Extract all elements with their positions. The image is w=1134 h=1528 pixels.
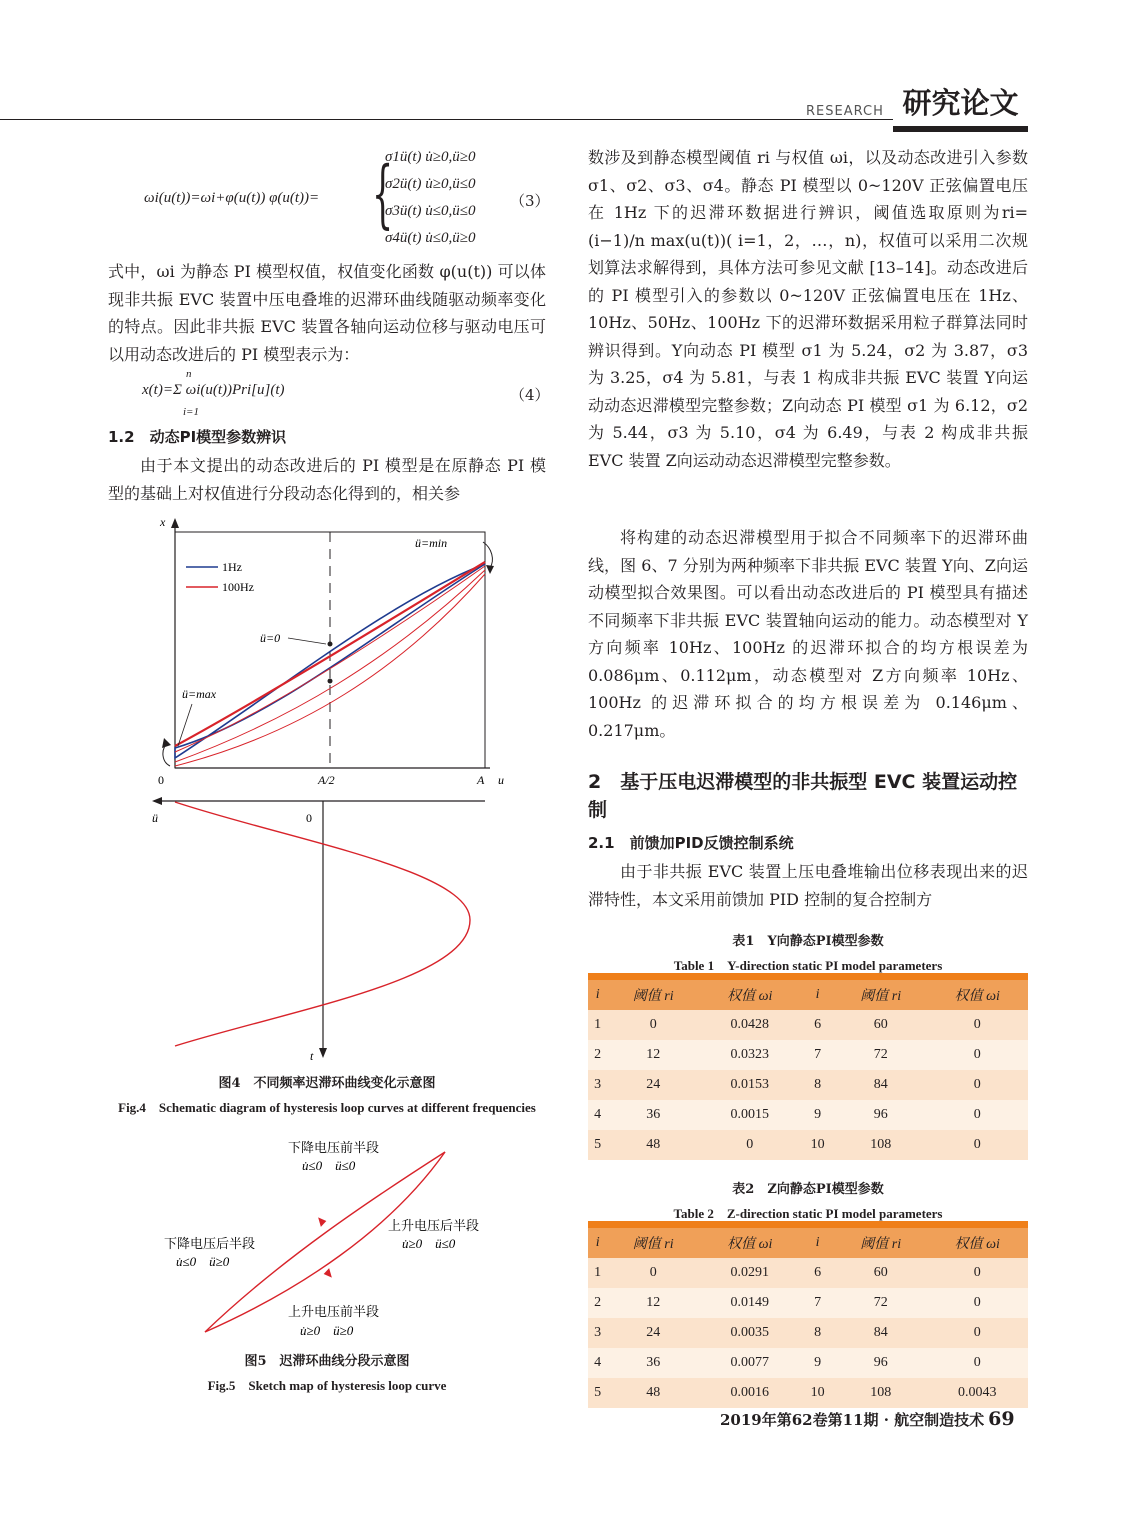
figure-5-caption-cn: 图5 迟滞环曲线分段示意图	[244, 1354, 410, 1369]
legend-100hz-label: 100Hz	[222, 580, 254, 594]
table-row	[588, 1100, 1028, 1130]
table-2	[588, 1228, 1028, 1408]
table-row	[588, 1378, 1028, 1408]
table-header-cell: 权值 ωi	[699, 980, 800, 1010]
eq3-case-2: σ2ü(t) u̇≥0,ü≤0	[385, 176, 476, 192]
header-research-label: RESEARCH	[806, 104, 884, 119]
table-cell: 1	[588, 1010, 607, 1040]
figure-5-caption-en: Fig.5 Sketch map of hysteresis loop curve	[207, 1378, 447, 1393]
table-cell: 0.0015	[699, 1100, 800, 1130]
table-header-cell: i	[800, 980, 834, 1010]
table-cell: 0	[927, 1070, 1028, 1100]
table-cell: 6	[800, 1258, 834, 1288]
table-cell: 6	[800, 1010, 834, 1040]
table-1-caption-en: Table 1 Y-direction static PI model parameters	[673, 958, 943, 973]
table-row	[588, 1070, 1028, 1100]
table-cell: 3	[588, 1070, 607, 1100]
table-2-caption-en: Table 2 Z-direction static PI model parameters	[673, 1206, 943, 1221]
eq3-case-3: σ3ü(t) u̇≤0,ü≤0	[385, 203, 476, 219]
table-cell: 3	[588, 1318, 607, 1348]
table-cell: 24	[607, 1070, 699, 1100]
fig5-descend-front-cond: u̇≤0 ü≤0	[302, 1158, 356, 1173]
eq3-brace: {	[372, 151, 394, 237]
fig4-x-axis-arrow	[171, 518, 179, 528]
eq3-case-1: σ1ü(t) u̇≥0,ü≥0	[385, 149, 476, 165]
section-2-1-heading: 2.1 前馈加PID反馈控制系统	[588, 834, 794, 852]
figure-4	[140, 510, 520, 1066]
section-1-2-heading: 1.2 动态PI模型参数辨识	[108, 428, 287, 446]
table-cell: 0	[927, 1130, 1028, 1160]
table-cell: 10	[800, 1130, 834, 1160]
table-cell: 4	[588, 1100, 607, 1130]
table-cell: 0.0428	[699, 1010, 800, 1040]
eq4-number: （4）	[510, 386, 550, 404]
table-row	[588, 1040, 1028, 1070]
table-2-caption-cn: 表2 Z向静态PI模型参数	[732, 1182, 884, 1197]
table-cell: 0	[927, 1040, 1028, 1070]
left-paragraph-1: 式中，ωi 为静态 PI 模型权值，权值变化函数 φ(u(t)) 可以体现非共振 EVC 装置中压电叠堆的迟滞环曲线随驱动频率变化的特点。因此非共振 EVC 装置各轴向运动位移与驱动电压可以用动态改进后的 PI 模型表示为：	[108, 262, 546, 364]
fig4-t-arrow	[319, 1048, 327, 1058]
fig5-rise-back: 上升电压后半段	[388, 1218, 480, 1233]
table-cell: 48	[607, 1130, 699, 1160]
figure-4-caption	[108, 1072, 546, 1116]
table-cell: 12	[607, 1288, 699, 1318]
table-cell: 9	[800, 1348, 834, 1378]
fig5-descend-back: 下降电压后半段	[164, 1236, 256, 1251]
table-cell: 0.0043	[927, 1378, 1028, 1408]
table-1-top-band	[588, 973, 1028, 980]
eq3-cases	[385, 144, 476, 252]
left-paragraph-2: 由于本文提出的动态改进后的 PI 模型是在原静态 PI 模型的基础上对权值进行分段动态化得到的，相关参	[108, 456, 546, 503]
table-cell: 12	[607, 1040, 699, 1070]
table-header-cell: 权值 ωi	[927, 1228, 1028, 1258]
table-header-cell: 阈值 ri	[607, 980, 699, 1010]
table-cell: 2	[588, 1288, 607, 1318]
table-cell: 5	[588, 1378, 607, 1408]
figure-4-caption-cn: 图4 不同频率迟滞环曲线变化示意图	[218, 1076, 436, 1091]
section-2-heading: 2 基于压电迟滞模型的非共振型 EVC 装置运动控制	[588, 771, 1018, 821]
table-1-caption	[588, 930, 1028, 974]
table-cell: 9	[800, 1100, 834, 1130]
fig4-udd-label: ü	[152, 811, 158, 825]
right-paragraph-3: 由于非共振 EVC 装置上压电叠堆输出位移表现出来的迟滞特性，本文采用前馈加 PID 控制的复合控制方	[588, 862, 1028, 909]
table-cell: 8	[800, 1070, 834, 1100]
table-2-caption	[588, 1178, 1028, 1222]
eq4-sum-bottom: i=1	[183, 406, 199, 418]
figure-4-caption-en: Fig.4 Schematic diagram of hysteresis loop curves at different frequencies	[118, 1100, 536, 1115]
page-number: 69	[988, 1408, 1015, 1430]
right-paragraph-2: 将构建的动态迟滞模型用于拟合不同频率下的迟滞环曲线，图 6、7 分别为两种频率下非共振 EVC 装置 Y向、Z向运动模型拟合效果图。可以看出动态改进后的 PI 模型具有描述不同频率下非共振 EVC 装置轴向运动的能力。动态模型对 Y方向频率 10Hz、100Hz 的迟滞环拟合的均方根误差为 0.086μm、0.112μm，动态模型对 Z方向频率 10Hz、100Hz 的迟滞环拟合的均方根误差为 0.146μm、0.217μm。	[588, 528, 1028, 740]
table-cell: 0.0077	[699, 1348, 800, 1378]
fig4-min-arrowhead	[486, 565, 494, 574]
table-row	[588, 1288, 1028, 1318]
table-cell: 48	[607, 1378, 699, 1408]
eq4-body: x(t)=Σ ωi(u(t))Pri[u](t)	[142, 382, 285, 398]
table-header-cell: 权值 ωi	[699, 1228, 800, 1258]
table-header-cell: 阈值 ri	[835, 1228, 927, 1258]
table-cell: 0	[607, 1010, 699, 1040]
table-cell: 1	[588, 1258, 607, 1288]
fig5-rise-front: 上升电压前半段	[288, 1304, 380, 1319]
legend-1hz-label: 1Hz	[222, 560, 242, 574]
table-cell: 0.0153	[699, 1070, 800, 1100]
table-1	[588, 980, 1028, 1160]
table-cell: 4	[588, 1348, 607, 1378]
table-cell: 96	[835, 1100, 927, 1130]
table-cell: 0	[927, 1010, 1028, 1040]
fig4-annot-min: ü=min	[415, 536, 448, 550]
table-header-cell: 阈值 ri	[835, 980, 927, 1010]
table-header-row	[588, 980, 1028, 1010]
table-cell: 72	[835, 1288, 927, 1318]
table-cell: 10	[800, 1378, 834, 1408]
table-cell: 7	[800, 1288, 834, 1318]
table-cell: 0.0016	[699, 1378, 800, 1408]
table-cell: 108	[835, 1378, 927, 1408]
figure-5	[150, 1130, 520, 1350]
fig4-udd-arrow	[152, 797, 162, 805]
table-2-top-band	[588, 1221, 1028, 1228]
fig5-descend-front: 下降电压前半段	[288, 1140, 380, 1155]
table-cell: 0	[607, 1258, 699, 1288]
table-cell: 0.0291	[699, 1258, 800, 1288]
fig4-half-label: A/2	[318, 773, 335, 787]
table-cell: 0	[927, 1318, 1028, 1348]
eq3-case-4: σ4ü(t) u̇≤0,ü≥0	[385, 230, 476, 246]
fig5-rise-back-cond: u̇≥0 ü≤0	[402, 1236, 456, 1251]
table-cell: 36	[607, 1100, 699, 1130]
table-cell: 2	[588, 1040, 607, 1070]
table-cell: 84	[835, 1070, 927, 1100]
table-cell: 60	[835, 1010, 927, 1040]
table-header-cell: 权值 ωi	[927, 980, 1028, 1010]
footer-journal: 2019年第62卷第11期 · 航空制造技术	[720, 1411, 985, 1429]
fig5-arrow-lower	[323, 1268, 335, 1280]
table-cell: 84	[835, 1318, 927, 1348]
table-1-caption-cn: 表1 Y向静态PI模型参数	[732, 934, 884, 949]
figure-5-caption	[108, 1350, 546, 1394]
fig5-rise-front-cond: u̇≥0 ü≥0	[300, 1323, 354, 1338]
table-row	[588, 1130, 1028, 1160]
table-header-cell: i	[588, 1228, 607, 1258]
table-cell: 7	[800, 1040, 834, 1070]
fig4-origin-label: 0	[158, 773, 164, 787]
table-header-row	[588, 1228, 1028, 1258]
fig4-max-arrowhead	[162, 738, 171, 748]
table-row	[588, 1318, 1028, 1348]
header-section-title: 研究论文	[893, 80, 1028, 132]
fig4-mark-upper	[328, 642, 333, 647]
eq3-lhs: ωi(u(t))=ωi+φ(u(t)) φ(u(t))=	[144, 190, 320, 206]
table-cell: 0.0149	[699, 1288, 800, 1318]
table-cell: 60	[835, 1258, 927, 1288]
fig4-t-label: t	[310, 1049, 314, 1063]
table-header-cell: i	[800, 1228, 834, 1258]
table-cell: 108	[835, 1130, 927, 1160]
table-cell: 0.0323	[699, 1040, 800, 1070]
table-cell: 96	[835, 1348, 927, 1378]
fig4-a-label: A	[477, 773, 485, 787]
table-cell: 5	[588, 1130, 607, 1160]
table-cell: 0	[927, 1258, 1028, 1288]
table-header-cell: 阈值 ri	[607, 1228, 699, 1258]
table-header-cell: i	[588, 980, 607, 1010]
table-cell: 0	[699, 1130, 800, 1160]
table-cell: 8	[800, 1318, 834, 1348]
fig4-x-label: x	[160, 515, 166, 529]
fig4-u-label: u	[498, 773, 504, 787]
table-cell: 0	[927, 1288, 1028, 1318]
table-row	[588, 1348, 1028, 1378]
table-cell: 24	[607, 1318, 699, 1348]
fig5-arrow-upper	[315, 1215, 327, 1227]
fig4-udd-zero: 0	[306, 811, 312, 825]
table-row	[588, 1010, 1028, 1040]
table-cell: 72	[835, 1040, 927, 1070]
eq3-number: （3）	[510, 192, 550, 210]
table-cell: 0.0035	[699, 1318, 800, 1348]
eq4-sum-top: n	[186, 368, 192, 380]
fig4-annot-zero: ü=0	[260, 631, 281, 645]
table-cell: 36	[607, 1348, 699, 1378]
header-rule	[0, 119, 1028, 120]
right-paragraph-1: 数涉及到静态模型阈值 ri 与权值 ωi，以及动态改进引入参数 σ1、σ2、σ3、σ4。静态 PI 模型以 0~120V 正弦偏置电压在 1Hz 下的迟滞环数据进行辨识，阈值选取原则为ri=(i−1)/n max(u(t))( i=1，2，…，n)，权值可以采用二次规划算法求解得到，具体方法可参见文献 [13–14]。动态改进后的 PI 模型引入的参数以 0~120V 正弦偏置电压在 1Hz、10Hz、50Hz、100Hz 下的迟滞环数据采用粒子群算法同时辨识得到。Y向动态 PI 模型 σ1 为 5.24，σ2 为 3.87，σ3 为 3.25，σ4 为 5.81，与表 1 构成非共振 EVC 装置 Y向运动动态迟滞模型完整参数；Z向动态 PI 模型 σ1 为 6.12，σ2 为 5.44，σ3 为 5.10，σ4 为 6.49，与表 2 构成非共振 EVC 装置 Z向运动动态迟滞模型完整参数。	[588, 148, 1028, 470]
fig5-descend-back-cond: u̇≤0 ü≥0	[176, 1254, 230, 1269]
table-row	[588, 1258, 1028, 1288]
fig4-zero-leader	[288, 638, 326, 644]
table-cell: 0	[927, 1100, 1028, 1130]
table-cell: 0	[927, 1348, 1028, 1378]
fig4-mark-lower	[328, 679, 333, 684]
fig4-annot-max: ü=max	[182, 687, 217, 701]
footer	[720, 1408, 1015, 1430]
